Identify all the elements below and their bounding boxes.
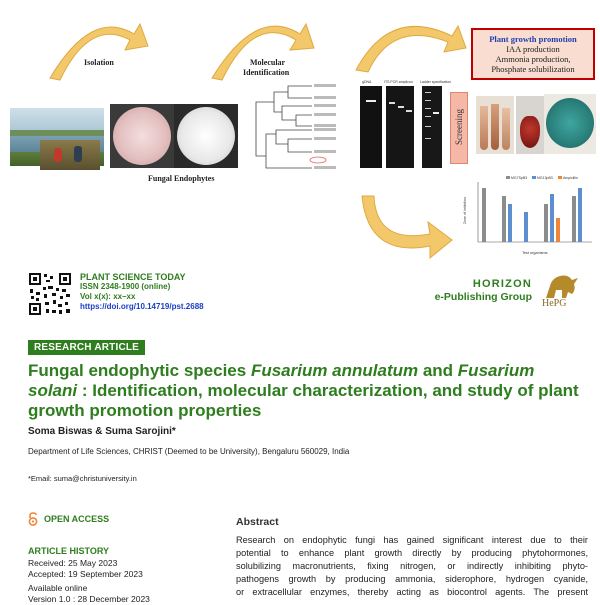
- history-received: Received: 25 May 2023: [28, 558, 118, 568]
- gel-image-1: [360, 86, 382, 168]
- growth-item-phosphate: Phosphate solubilization: [491, 64, 575, 74]
- article-history-heading: ARTICLE HISTORY: [28, 546, 110, 556]
- journal-qr-code-icon: [28, 272, 72, 316]
- bar-group-2: [502, 196, 512, 242]
- petri-dish-photo-1: [110, 104, 174, 168]
- authors: Soma Biswas & Suma Sarojini*: [28, 426, 176, 437]
- isolation-label: Isolation: [84, 58, 114, 67]
- history-accepted: Accepted: 19 September 2023: [28, 569, 143, 579]
- article-type-badge: RESEARCH ARTICLE: [28, 340, 145, 355]
- red-flask-photo: [516, 96, 544, 154]
- doi-link[interactable]: https://doi.org/10.14719/pst.2688: [80, 302, 204, 311]
- hepg-logo: [538, 272, 584, 312]
- field-collection-photo: [40, 140, 100, 170]
- gel-label-its: ITS PCR amplicon: [384, 80, 413, 84]
- isolation-arrow-icon: [50, 24, 148, 80]
- screening-arrow-icon: [362, 196, 452, 258]
- open-access-badge: [28, 512, 109, 526]
- journal-volume: Vol x(x): xx–xx: [80, 292, 136, 301]
- growth-promotion-title: Plant growth promotion: [489, 34, 577, 44]
- article-history: [28, 558, 150, 605]
- molecular-label: Molecular: [250, 58, 286, 67]
- chart-ylabel: Zone of Inhibition: [463, 197, 467, 224]
- publisher-info: [420, 278, 532, 304]
- bar-group-3: [524, 212, 528, 242]
- legend-series-1: MG7SpB3: [511, 176, 528, 180]
- title-part-3: and: [418, 361, 458, 380]
- title-part-2: Fusarium annulatum: [250, 361, 419, 380]
- legend-series-2: MG13pB3: [537, 176, 553, 180]
- affiliation: Department of Life Sciences, CHRIST (Deemed to be University), Bengaluru 560029, India: [28, 447, 350, 456]
- journal-info: [80, 272, 204, 312]
- abstract-body: [236, 534, 588, 599]
- screening-box: [450, 92, 468, 164]
- legend-series-3: Ampicillin: [563, 176, 578, 180]
- gel-image-3: [422, 86, 442, 168]
- identification-label: Identification: [243, 68, 290, 77]
- bar-group-4: [544, 194, 560, 242]
- growth-arrow-icon: [356, 26, 466, 72]
- zone-inhibition-chart: [460, 174, 596, 258]
- gel-label-ladder: Ladder specification: [420, 80, 452, 84]
- petri-dish-photo-2: [174, 104, 238, 168]
- title-part-5: : Identification, molecular characterization, and study of plant growth promotion properties: [28, 381, 579, 420]
- fungal-endophytes-label: Fungal Endophytes: [148, 174, 215, 183]
- title-part-4: Fusarium solani: [28, 361, 535, 400]
- hepg-logo-text: HePG: [542, 298, 567, 309]
- gel-image-2: [386, 86, 414, 168]
- green-plate-photo: [544, 94, 596, 154]
- journal-name: PLANT SCIENCE TODAY: [80, 272, 186, 282]
- growth-promotion-box: [471, 28, 595, 80]
- bar-group-1: [482, 188, 486, 242]
- growth-item-ammonia: Ammonia production,: [495, 54, 571, 64]
- chart-xlabel: Test organisms: [522, 251, 548, 255]
- horse-logo-icon: [538, 272, 584, 300]
- publisher-name: HORIZON: [472, 278, 532, 290]
- tubes-photo: [476, 96, 514, 154]
- abstract-line-4: pathogens growth by producing ammonia, siderophore, hydrogen cyanide,: [236, 574, 588, 584]
- abstract-line-2: potential to enhance plant growth directly by producing phytohormones,: [236, 548, 588, 558]
- title-part-1: Fungal endophytic species: [28, 361, 251, 380]
- graphical-abstract: [0, 0, 600, 262]
- journal-issn: ISSN 2348-1900 (online): [80, 282, 171, 291]
- growth-item-iaa: IAA production: [506, 44, 560, 54]
- publisher-subtitle: e-Publishing Group: [434, 291, 532, 303]
- abstract-heading: Abstract: [236, 516, 279, 528]
- phylogenetic-tree: [252, 82, 352, 174]
- open-access-label: OPEN ACCESS: [44, 514, 110, 524]
- history-available: Available online: [28, 583, 88, 593]
- abstract-line-3: solubilizing macronutrients, fixing nitrogen, or indirectly inhibiting phyto-: [236, 561, 588, 571]
- corresponding-email[interactable]: *Email: suma@christuniversity.in: [28, 474, 137, 483]
- abstract-line-1: Research on endophytic fungi has gained significant interest due to their: [236, 535, 588, 545]
- abstract-line-5: or extracellular enzymes, thereby acting as biocontrol agents. The present: [236, 587, 588, 597]
- chart-legend: [506, 176, 578, 180]
- open-access-lock-icon: [28, 512, 38, 526]
- gel-label-gdna: gDNA: [362, 80, 372, 84]
- article-title: [28, 361, 584, 421]
- screening-label: Screening: [454, 109, 464, 145]
- bar-group-5: [572, 188, 582, 242]
- history-version: Version 1.0 : 28 December 2023: [28, 594, 150, 604]
